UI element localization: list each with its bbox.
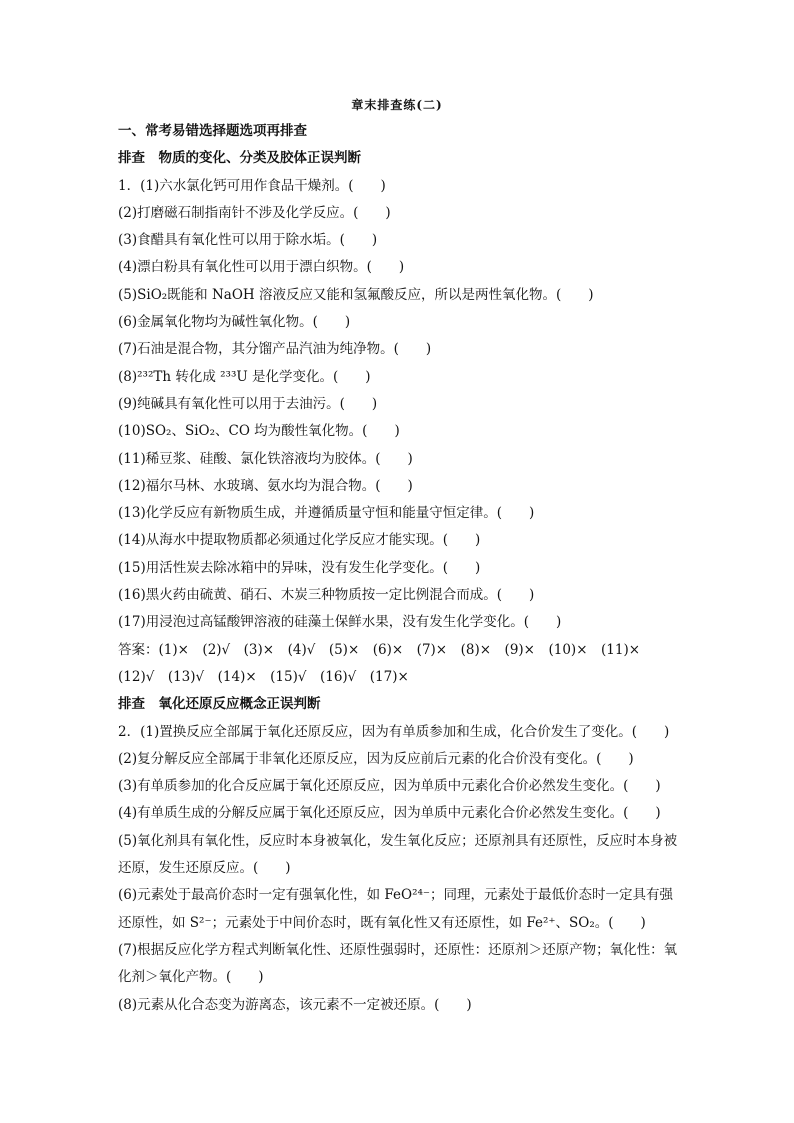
- question-item: (4)有单质生成的分解反应属于氧化还原反应，因为单质中元素化合价必然发生变化。( ): [118, 805, 661, 822]
- question-item: (7)根据反应化学方程式判断氧化性、还原性强弱时，还原性：还原剂＞还原产物；氧化性：氧化剂＞氧化产物。( ): [118, 941, 678, 986]
- question-item: (7)石油是混合物，其分馏产品汽油为纯净物。( ): [118, 341, 432, 358]
- section-heading: 一、常考易错选择题选项再排查: [118, 123, 307, 139]
- question-item: (8)元素从化合态变为游离态，该元素不一定被还原。( ): [118, 996, 472, 1013]
- group-heading-matter-change: 排查 物质的变化、分类及胶体正误判断: [118, 150, 361, 167]
- question-item: 1．(1)六水氯化钙可用作食品干燥剂。( ): [118, 177, 386, 194]
- question-item: (10)SO₂、SiO₂、CO 均为酸性氧化物。( ): [118, 423, 400, 440]
- question-item: (2)打磨磁石制指南针不涉及化学反应。( ): [118, 204, 391, 221]
- answers-line: (12)√ (13)√ (14)× (15)√ (16)√ (17)×: [118, 668, 409, 685]
- question-item: (6)元素处于最高价态时一定有强氧化性，如 FeO²⁴⁻；同理，元素处于最低价态时一定具有强还原性，如 S²⁻；元素处于中间价态时，既有氧化性又有还原性，如 Fe²⁺、SO₂。( ): [118, 887, 674, 931]
- question-item: (13)化学反应有新物质生成，并遵循质量守恒和能量守恒定律。( ): [118, 505, 535, 522]
- question-item: (17)用浸泡过高锰酸钾溶液的硅藻土保鲜水果，没有发生化学变化。( ): [118, 614, 562, 631]
- question-item: (14)从海水中提取物质都必须通过化学反应才能实现。( ): [118, 532, 481, 549]
- question-item: (6)金属氧化物均为碱性氧化物。( ): [118, 314, 351, 331]
- document-content: [118, 118, 678, 1019]
- question-item: (16)黑火药由硫黄、硝石、木炭三种物质按一定比例混合而成。( ): [118, 587, 535, 604]
- question-item: (2)复分解反应全部属于非氧化还原反应，因为反应前后元素的化合价没有变化。( ): [118, 750, 634, 767]
- question-item: (8)²³²Th 转化成 ²³³U 是化学变化。( ): [118, 368, 371, 385]
- answers-line: 答案：(1)× (2)√ (3)× (4)√ (5)× (6)× (7)× (8)× (9)× (10)× (11)×: [118, 641, 641, 658]
- question-item: (5)氧化剂具有氧化性，反应时本身被氧化，发生氧化反应；还原剂具有还原性，反应时本身被还原，发生还原反应。( ): [118, 832, 678, 877]
- question-item: (4)漂白粉具有氧化性可以用于漂白织物。( ): [118, 259, 405, 276]
- page-title: 章末排查练(二): [351, 98, 443, 112]
- question-item: (12)福尔马林、水玻璃、氨水均为混合物。( ): [118, 477, 413, 494]
- question-item: (15)用活性炭去除冰箱中的异味，没有发生化学变化。( ): [118, 559, 481, 576]
- question-item: (9)纯碱具有氧化性可以用于去油污。( ): [118, 395, 378, 412]
- question-item: (3)食醋具有氧化性可以用于除水垢。( ): [118, 232, 378, 249]
- question-item: (11)稀豆浆、硅酸、氯化铁溶液均为胶体。( ): [118, 450, 413, 467]
- question-item: 2．(1)置换反应全部属于氧化还原反应，因为有单质参加和生成，化合价发生了变化。( ): [118, 723, 670, 740]
- group-heading-redox: 排查 氧化还原反应概念正误判断: [118, 696, 321, 713]
- question-item: (3)有单质参加的化合反应属于氧化还原反应，因为单质中元素化合价必然发生变化。( ): [118, 778, 661, 795]
- question-item: (5)SiO₂既能和 NaOH 溶液反应又能和氢氟酸反应，所以是两性氧化物。( ): [118, 286, 594, 303]
